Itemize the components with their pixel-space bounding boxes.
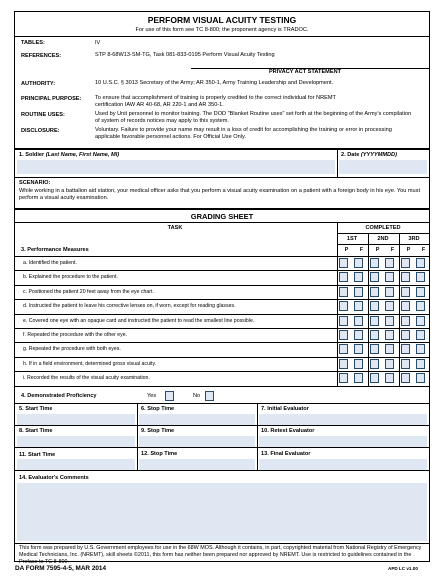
pass-checkbox[interactable] (339, 344, 348, 354)
task-item: h. If in a field environment, determined gross visual acuity. (23, 360, 157, 367)
row-divider (15, 342, 429, 343)
fail-checkbox[interactable] (354, 258, 363, 268)
task-item: d. Instructed the patient to leave his corrective lenses on, if worn, except for reading glasses. (23, 303, 236, 310)
row-divider (15, 270, 429, 271)
final-evaluator-field[interactable] (259, 459, 427, 470)
references-label: REFERENCES: (21, 53, 62, 59)
pass-checkbox[interactable] (370, 301, 379, 311)
date-label-num: 2. Date (341, 152, 360, 158)
pass-checkbox[interactable] (339, 330, 348, 340)
pass-checkbox[interactable] (401, 272, 410, 282)
form-title: PERFORM VISUAL ACUITY TESTING (147, 15, 297, 25)
soldier-label-num: 1. Soldier (19, 152, 45, 158)
fail-checkbox[interactable] (385, 359, 394, 369)
attempt-1-header: 1ST (346, 236, 358, 242)
disclosure-label: DISCLOSURE: (21, 128, 60, 134)
task-item: e. Covered one eye with an opaque card and instructed the patient to read the smallest line possible. (23, 317, 255, 324)
fail-3-header: F (421, 247, 426, 253)
soldier-label (19, 152, 119, 158)
pass-1-header: P (344, 247, 349, 253)
fail-checkbox[interactable] (385, 316, 394, 326)
fail-checkbox[interactable] (416, 301, 425, 311)
divider (337, 149, 338, 177)
routine-value: Used by Unit personnel to monitor training. The DOD "Blanket Routine uses" set forth at the beginning of the Army's compilation of system of records notices may apply to this system. (95, 111, 412, 124)
form-version: APD LC v1.00 (388, 566, 418, 571)
divider (337, 244, 429, 245)
authority-label: AUTHORITY: (21, 81, 56, 87)
fail-checkbox[interactable] (354, 272, 363, 282)
divider (257, 404, 258, 470)
routine-label: ROUTINE USES: (21, 112, 65, 118)
fail-checkbox[interactable] (385, 272, 394, 282)
pass-checkbox[interactable] (401, 330, 410, 340)
task-item: a. Identified the patient. (23, 260, 77, 266)
stop-time-12-field[interactable] (139, 459, 255, 470)
attempt-3-header: 3RD (408, 236, 420, 242)
row-divider (15, 314, 429, 315)
fail-checkbox[interactable] (354, 301, 363, 311)
task-item: f. Repeated the procedure with the other eye. (23, 332, 128, 338)
task-item: g. Repeated the procedure with both eyes. (23, 346, 121, 353)
divider (15, 36, 429, 37)
divider (15, 148, 429, 150)
pass-checkbox[interactable] (401, 359, 410, 369)
row-divider (15, 371, 429, 372)
pass-checkbox[interactable] (401, 301, 410, 311)
stop-time-6-label: 6. Stop Time (141, 406, 175, 412)
pass-checkbox[interactable] (401, 344, 410, 354)
pass-2-header: P (375, 247, 380, 253)
divider (337, 223, 338, 386)
proficiency-yes-label: Yes (147, 393, 157, 399)
soldier-name-field[interactable] (17, 160, 335, 174)
pass-checkbox[interactable] (370, 330, 379, 340)
fail-checkbox[interactable] (354, 359, 363, 369)
tables-label: TABLES: (21, 40, 45, 46)
divider (15, 470, 429, 471)
fail-checkbox[interactable] (385, 373, 394, 383)
initial-evaluator-field[interactable] (259, 414, 427, 425)
pass-checkbox[interactable] (370, 359, 379, 369)
fail-checkbox[interactable] (416, 344, 425, 354)
fail-checkbox[interactable] (354, 373, 363, 383)
fail-checkbox[interactable] (354, 316, 363, 326)
soldier-label-hint: (Last Name, First Name, MI) (45, 152, 120, 158)
retest-evaluator-field[interactable] (259, 436, 427, 447)
final-evaluator-label: 13. Final Evaluator (261, 451, 311, 457)
divider (15, 425, 429, 426)
fail-checkbox[interactable] (416, 330, 425, 340)
start-time-11-field[interactable] (17, 459, 135, 470)
form-id: DA FORM 7595-4-5, MAR 2014 (15, 565, 107, 572)
start-time-8-label: 8. Start Time (19, 428, 53, 434)
pass-checkbox[interactable] (370, 373, 379, 383)
pass-3-header: P (406, 247, 411, 253)
fail-checkbox[interactable] (416, 373, 425, 383)
date-field[interactable] (339, 160, 427, 174)
date-label-hint: (YYYYMMDD) (360, 152, 397, 158)
comments-label: 14. Evaluator's Comments (19, 475, 89, 481)
form-subtitle: For use of this form see TC 8-800; the proponent agency is TRADOC. (135, 27, 309, 33)
fail-checkbox[interactable] (416, 272, 425, 282)
scenario-label: SCENARIO: (19, 180, 51, 186)
start-time-11-label: 11. Start Time (19, 452, 56, 458)
divider (15, 543, 429, 544)
pass-checkbox[interactable] (401, 316, 410, 326)
form-frame (14, 11, 430, 565)
pass-checkbox[interactable] (401, 373, 410, 383)
authority-value: 10 U.S.C. § 3013 Secretary of the Army; AR 350-1, Army Training Leadership and Development. (95, 80, 334, 86)
row-divider (15, 328, 429, 329)
start-time-5-label: 5. Start Time (19, 406, 53, 412)
divider (15, 177, 429, 178)
task-col-header: TASK (167, 225, 183, 231)
fail-checkbox[interactable] (385, 258, 394, 268)
pass-checkbox[interactable] (370, 258, 379, 268)
fail-checkbox[interactable] (385, 301, 394, 311)
fail-1-header: F (359, 247, 364, 253)
pass-checkbox[interactable] (339, 258, 348, 268)
row-divider (15, 299, 429, 300)
start-time-5-field[interactable] (17, 414, 135, 425)
fail-checkbox[interactable] (385, 287, 394, 297)
fail-checkbox[interactable] (416, 316, 425, 326)
fail-checkbox[interactable] (354, 287, 363, 297)
fail-checkbox[interactable] (416, 287, 425, 297)
pass-checkbox[interactable] (370, 344, 379, 354)
pass-checkbox[interactable] (339, 301, 348, 311)
divider (15, 403, 429, 404)
comments-field[interactable] (17, 483, 427, 541)
pass-checkbox[interactable] (401, 258, 410, 268)
date-label (341, 152, 397, 158)
stop-time-9-label: 9. Stop Time (141, 428, 175, 434)
pass-checkbox[interactable] (339, 272, 348, 282)
divider (15, 222, 429, 223)
pass-checkbox[interactable] (401, 287, 410, 297)
footer-note: This form was prepared by U.S. Government employees for use in the 68W MOS. Although it contains, in part, copyrighted material from National Registry of Emergency Medical Technicians, Inc. (NREMT), skill sheets ©2011, this form has neither been prepared nor approved by NREMT. Use is restricted to guidelines contained in the Preface to TC 8-800. (19, 545, 422, 565)
grading-heading: GRADING SHEET (190, 212, 254, 221)
pass-checkbox[interactable] (370, 287, 379, 297)
references-value: STP 8-68W13-SM-TG, Task 081-833-0195 Perform Visual Acuity Testing (95, 52, 275, 58)
fail-checkbox[interactable] (416, 359, 425, 369)
purpose-label: PRINCIPAL PURPOSE: (21, 96, 82, 102)
pass-checkbox[interactable] (339, 316, 348, 326)
task-item: c. Positioned the patient 20 feet away from the eye chart. (23, 288, 154, 295)
task-item: b. Explained the procedure to the patient. (23, 274, 118, 281)
start-time-8-field[interactable] (17, 436, 135, 447)
divider (15, 386, 429, 387)
proficiency-label: 4. Demonstrated Proficiency (21, 393, 97, 399)
tables-value: IV (95, 40, 101, 46)
retest-evaluator-label: 10. Retest Evaluator (261, 428, 315, 434)
fail-checkbox[interactable] (354, 330, 363, 340)
proficiency-yes-checkbox[interactable] (165, 391, 174, 401)
fail-checkbox[interactable] (354, 344, 363, 354)
scenario-text: While working in a battalion aid station, your medical officer asks that you perform a visual acuity examination on a patient with a foreign body in his eye. You must perform a visual acuity examination. (19, 188, 420, 201)
initial-evaluator-label: 7. Initial Evaluator (261, 406, 309, 412)
pass-checkbox[interactable] (339, 287, 348, 297)
pass-checkbox[interactable] (339, 373, 348, 383)
pass-checkbox[interactable] (339, 359, 348, 369)
divider (337, 233, 429, 234)
stop-time-12-label: 12. Stop Time (141, 451, 178, 457)
row-divider (15, 256, 429, 257)
fail-checkbox[interactable] (385, 330, 394, 340)
fail-checkbox[interactable] (385, 344, 394, 354)
pass-checkbox[interactable] (370, 316, 379, 326)
completed-col-header: COMPLETED (365, 225, 401, 231)
fail-2-header: F (390, 247, 395, 253)
row-divider (15, 285, 429, 286)
task-item: i. Recorded the results of the visual acuity examination. (23, 375, 150, 382)
divider (137, 404, 138, 470)
proficiency-no-label: No (193, 393, 201, 399)
attempt-2-header: 2ND (377, 236, 389, 242)
fail-checkbox[interactable] (416, 258, 425, 268)
row-divider (15, 357, 429, 358)
privacy-heading: PRIVACY ACT STATEMENT (268, 69, 342, 75)
purpose-value: To ensure that accomplishment of training is properly credited to the correct individual for NREMT certification IAW AR 40-68, AR 220-1 and AR 350-1. (95, 95, 336, 108)
divider (15, 447, 429, 448)
performance-measures-label: 3. Performance Measures (21, 247, 89, 253)
pass-checkbox[interactable] (370, 272, 379, 282)
disclosure-value: Voluntary. Failure to provide your name may result in a loss of credit for accomplishing the training or error in processing applicable favorable personnel actions. For Official Use Only. (95, 127, 392, 140)
divider (15, 208, 429, 210)
stop-time-9-field[interactable] (139, 436, 255, 447)
stop-time-6-field[interactable] (139, 414, 255, 425)
proficiency-no-checkbox[interactable] (205, 391, 214, 401)
